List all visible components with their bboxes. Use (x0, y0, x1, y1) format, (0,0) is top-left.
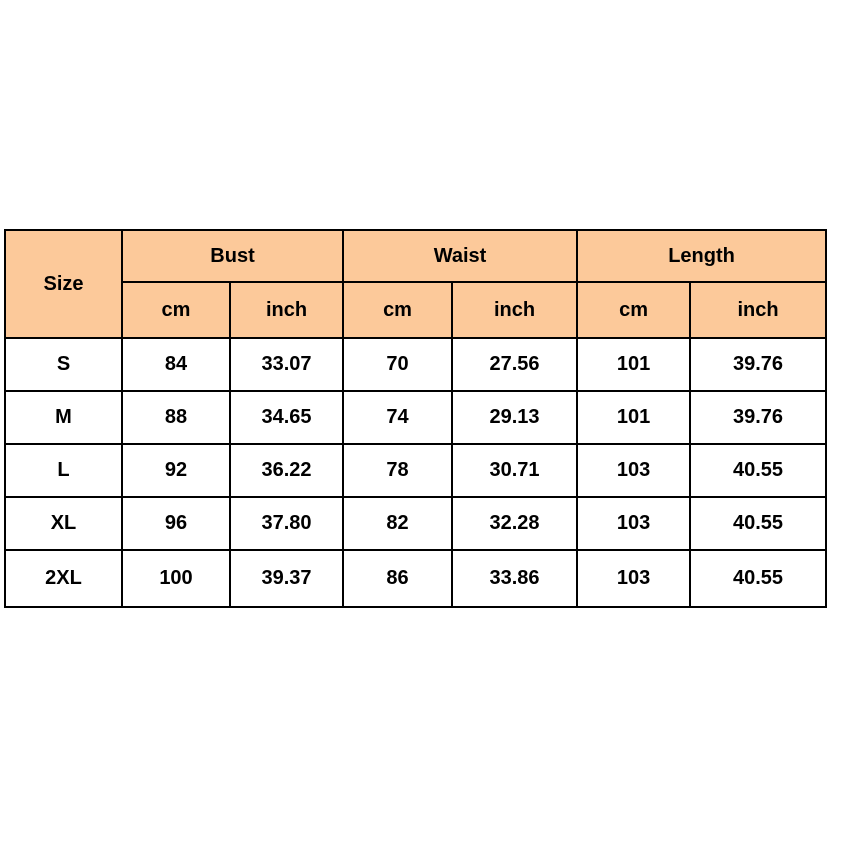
bust-inch-cell: 37.80 (230, 497, 343, 550)
bust-cm-cell: 100 (122, 550, 230, 607)
bust-inch-cell: 39.37 (230, 550, 343, 607)
bust-inch-header: inch (230, 282, 343, 338)
waist-cm-cell: 74 (343, 391, 452, 444)
length-cm-cell: 101 (577, 391, 690, 444)
waist-cm-header: cm (343, 282, 452, 338)
waist-cm-cell: 78 (343, 444, 452, 497)
length-cm-cell: 103 (577, 550, 690, 607)
waist-cm-cell: 86 (343, 550, 452, 607)
bust-cm-cell: 92 (122, 444, 230, 497)
header-unit-row (5, 282, 826, 338)
bust-cm-header: cm (122, 282, 230, 338)
size-header: Size (5, 230, 122, 338)
waist-header: Waist (343, 230, 577, 282)
length-cm-header: cm (577, 282, 690, 338)
size-cell: L (5, 444, 122, 497)
length-inch-cell: 40.55 (690, 497, 826, 550)
size-chart-table (4, 229, 827, 608)
bust-inch-cell: 33.07 (230, 338, 343, 391)
length-cm-cell: 103 (577, 444, 690, 497)
length-cm-cell: 103 (577, 497, 690, 550)
length-header: Length (577, 230, 826, 282)
bust-inch-cell: 34.65 (230, 391, 343, 444)
waist-inch-header: inch (452, 282, 577, 338)
bust-cm-cell: 84 (122, 338, 230, 391)
size-cell: S (5, 338, 122, 391)
length-inch-cell: 40.55 (690, 444, 826, 497)
waist-inch-cell: 29.13 (452, 391, 577, 444)
table-row (5, 497, 826, 550)
waist-inch-cell: 33.86 (452, 550, 577, 607)
size-cell: 2XL (5, 550, 122, 607)
table-row (5, 391, 826, 444)
table-row (5, 338, 826, 391)
waist-inch-cell: 27.56 (452, 338, 577, 391)
waist-inch-cell: 32.28 (452, 497, 577, 550)
bust-cm-cell: 88 (122, 391, 230, 444)
bust-inch-cell: 36.22 (230, 444, 343, 497)
waist-inch-cell: 30.71 (452, 444, 577, 497)
bust-header: Bust (122, 230, 343, 282)
length-cm-cell: 101 (577, 338, 690, 391)
size-cell: XL (5, 497, 122, 550)
table-row (5, 444, 826, 497)
header-group-row (5, 230, 826, 282)
waist-cm-cell: 70 (343, 338, 452, 391)
waist-cm-cell: 82 (343, 497, 452, 550)
size-cell: M (5, 391, 122, 444)
length-inch-cell: 39.76 (690, 338, 826, 391)
length-inch-cell: 39.76 (690, 391, 826, 444)
table-row (5, 550, 826, 607)
length-inch-header: inch (690, 282, 826, 338)
length-inch-cell: 40.55 (690, 550, 826, 607)
bust-cm-cell: 96 (122, 497, 230, 550)
